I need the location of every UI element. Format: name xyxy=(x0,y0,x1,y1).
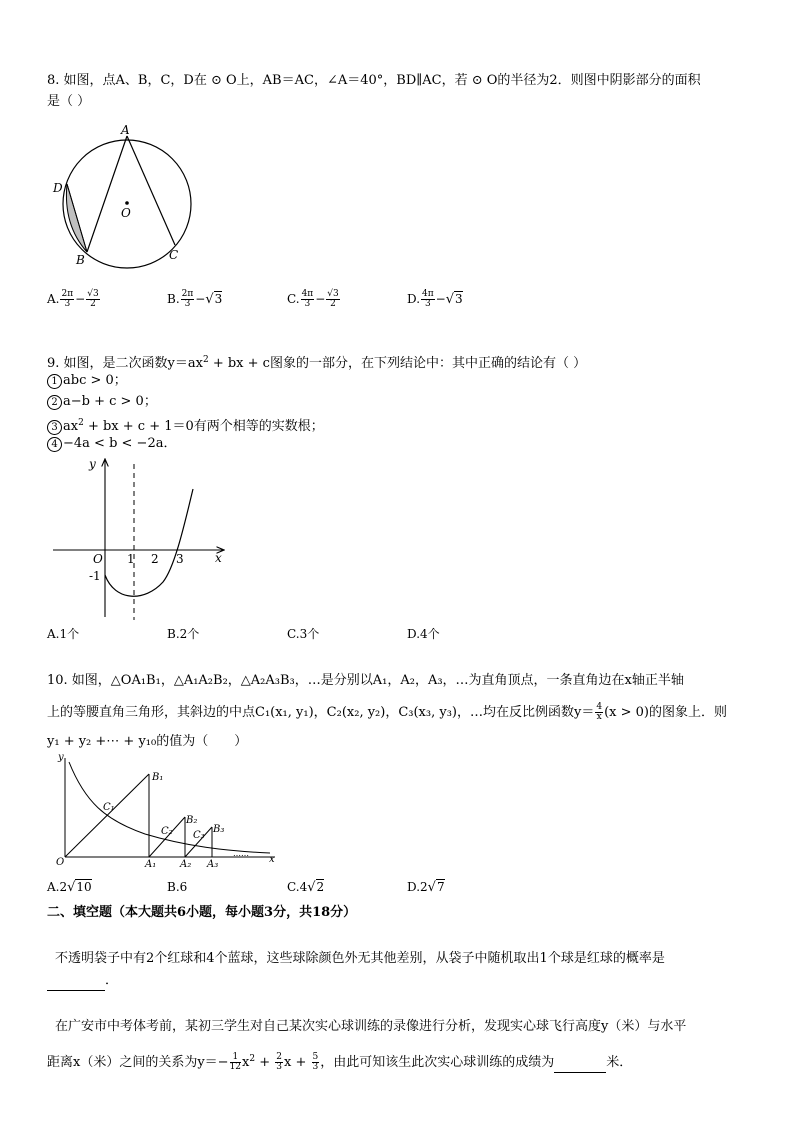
label-D: D xyxy=(53,181,63,195)
label-y: y xyxy=(58,752,64,763)
q8-stem-line1: 8. 如图，点A、B，C，D在 ⊙ O上，AB＝AC，∠A＝40°，BD∥AC，若 ⊙ O的半径为2．则图中阴影部分的面积 xyxy=(47,73,701,88)
label-C2: C₂ xyxy=(161,826,173,837)
label-B1: B₁ xyxy=(152,772,164,783)
q9-item-4: 4 −4a < b < −2a． xyxy=(47,435,176,453)
label-y: y xyxy=(89,457,96,471)
hyperbola-curve xyxy=(69,762,270,853)
q8-stem-line2: 是（ ） xyxy=(47,94,91,109)
fill2-stem-line2: 距离x（米）之间的关系为y＝− $\frac{1}{12}$ $x^2$ + $\frac{2}{3}$ x + $\frac{5}{3}$ ，由此可知该生此次实心球训练的成绩为 米． xyxy=(47,1052,633,1072)
q10-stem-line3: y₁ + y₂ +⋯ + y₁₀的值为（ ） xyxy=(47,734,248,749)
label-x: x xyxy=(269,854,275,865)
q9-item-1: 1 abc > 0； xyxy=(47,372,127,390)
fill2-stem-line1: 在广安市中考体考前，某初三学生对自己某次实心球训练的录像进行分析，发现实心球飞行高度y（米）与水平 xyxy=(55,1019,687,1034)
q10-option-c[interactable]: C.4√2 xyxy=(287,880,325,895)
q9-item-3: 3 $ax^2$ + bx + c + 1＝0有两个相等的实数根； xyxy=(47,414,324,436)
q10-option-a[interactable]: A.2√10 xyxy=(47,880,92,895)
label-O: O xyxy=(56,857,65,868)
q10-triangles-figure xyxy=(45,752,280,872)
label-B: B xyxy=(76,253,85,267)
q8-option-a[interactable]: A. $\frac{2\pi}{3}$ − $\frac{√3}{2}$ xyxy=(47,289,99,309)
label-x: x xyxy=(215,551,222,565)
label-dots: …… xyxy=(233,849,249,858)
fill1-answer-line: ． xyxy=(47,972,118,991)
tick-2: 2 xyxy=(151,552,159,566)
q9-option-c[interactable]: C.3个 xyxy=(287,627,320,641)
fill1-stem: 不透明袋子中有2个红球和4个蓝球，这些球除颜色外无其他差别，从袋子中随机取出1个球是红球的概率是 xyxy=(55,951,665,966)
label-A2: A₂ xyxy=(180,859,192,870)
label-C: C xyxy=(169,248,179,262)
q9-item-2: 2 a−b + c > 0； xyxy=(47,393,157,411)
q10-option-b[interactable]: B.6 xyxy=(167,880,188,894)
q10-stem-line1: 10. 如图，△OA₁B₁，△A₁A₂B₂，△A₂A₃B₃，…是分别以A₁，A₂，A₃，…为直角顶点，一条直角边在x轴正半轴 xyxy=(47,673,684,688)
q9-option-a[interactable]: A.1个 xyxy=(47,627,80,641)
tick-1: 1 xyxy=(127,552,135,566)
label-B2: B₂ xyxy=(186,815,198,826)
tick-3: 3 xyxy=(176,552,184,566)
fill2-blank[interactable] xyxy=(554,1054,606,1073)
tick-minus1: -1 xyxy=(89,569,101,583)
q10-stem-line2: 上的等腰直角三角形，其斜边的中点C₁(x₁, y₁)，C₂(x₂, y₂)，C₃(x₃, y₃)，…均在反比例函数y＝ $\frac{4}{x}$ (x > 0)的图象上．则 xyxy=(47,702,727,722)
label-A1: A₁ xyxy=(145,859,157,870)
q9-option-d[interactable]: D.4个 xyxy=(407,627,440,641)
label-A: A xyxy=(121,123,130,137)
q9-option-b[interactable]: B.2个 xyxy=(167,627,200,641)
q8-option-d[interactable]: D. $\frac{4\pi}{3}$ −√3 xyxy=(407,289,463,309)
label-C1: C₁ xyxy=(103,802,115,813)
q10-option-d[interactable]: D.2√7 xyxy=(407,880,445,895)
label-A3: A₃ xyxy=(207,859,219,870)
label-B3: B₃ xyxy=(213,824,225,835)
label-O: O xyxy=(93,552,103,566)
fill1-blank[interactable] xyxy=(47,972,105,991)
q8-circle-figure xyxy=(45,120,205,270)
parabola-curve xyxy=(105,489,193,596)
q9-parabola-figure xyxy=(45,452,235,622)
q8-option-c[interactable]: C. $\frac{4\pi}{3}$ − $\frac{√3}{2}$ xyxy=(287,289,339,309)
label-C3: C₃ xyxy=(193,830,205,841)
q9-stem: 9. 如图，是二次函数$y=ax^2$ + bx + c图象的一部分，在下列结论中：其中正确的结论有（ ） xyxy=(47,355,587,371)
section-heading: 二、填空题（本大题共6小题，每小题3分，共18分） xyxy=(47,905,357,920)
label-O: O xyxy=(121,206,131,220)
q8-option-b[interactable]: B. $\frac{2\pi}{3}$ −√3 xyxy=(167,289,223,309)
